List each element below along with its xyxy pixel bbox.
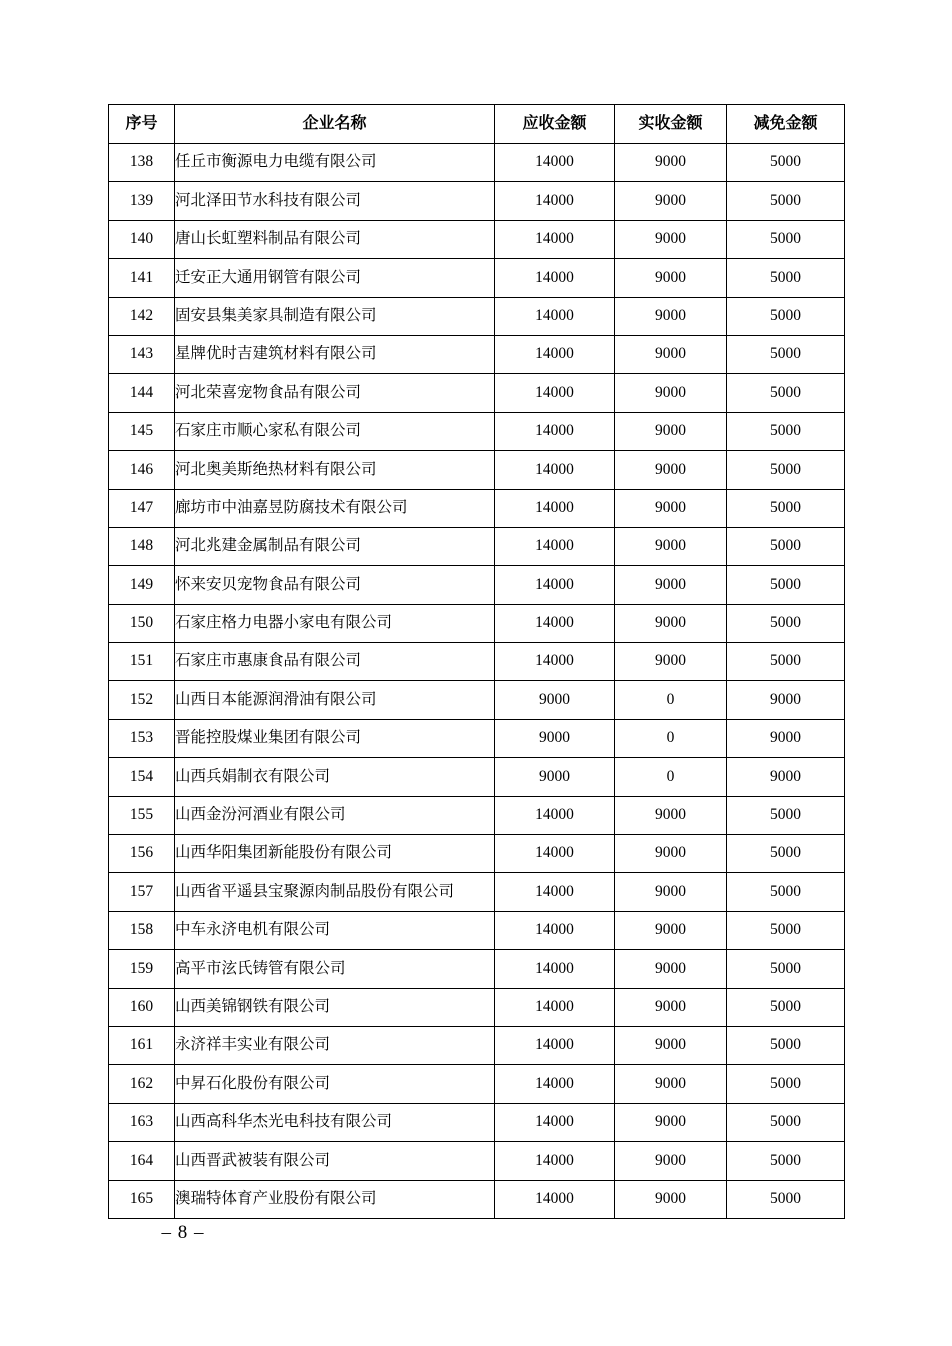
cell-reduction-amount: 5000 — [727, 988, 845, 1026]
cell-enterprise-name: 山西金汾河酒业有限公司 — [175, 796, 495, 834]
cell-receivable-amount: 14000 — [495, 643, 615, 681]
table-row — [109, 489, 845, 527]
cell-reduction-amount: 5000 — [727, 1065, 845, 1103]
cell-receivable-amount: 14000 — [495, 335, 615, 373]
cell-received-amount: 9000 — [615, 1142, 727, 1180]
cell-reduction-amount: 5000 — [727, 796, 845, 834]
cell-receivable-amount: 14000 — [495, 182, 615, 220]
cell-reduction-amount: 5000 — [727, 1142, 845, 1180]
cell-sequence: 157 — [109, 873, 175, 911]
cell-reduction-amount: 5000 — [727, 950, 845, 988]
cell-sequence: 155 — [109, 796, 175, 834]
cell-enterprise-name: 山西兵娟制衣有限公司 — [175, 758, 495, 796]
cell-reduction-amount: 5000 — [727, 1026, 845, 1064]
cell-received-amount: 9000 — [615, 412, 727, 450]
cell-received-amount: 9000 — [615, 796, 727, 834]
cell-enterprise-name: 石家庄市惠康食品有限公司 — [175, 643, 495, 681]
page-number: – 8 – — [161, 1222, 205, 1243]
column-header-receivable-amount: 应收金额 — [495, 105, 615, 144]
cell-reduction-amount: 5000 — [727, 527, 845, 565]
table-row — [109, 911, 845, 949]
cell-enterprise-name: 山西日本能源润滑油有限公司 — [175, 681, 495, 719]
cell-reduction-amount: 5000 — [727, 220, 845, 258]
cell-enterprise-name: 迁安正大通用钢管有限公司 — [175, 259, 495, 297]
table-header-row — [109, 105, 845, 144]
cell-sequence: 149 — [109, 566, 175, 604]
cell-received-amount: 0 — [615, 681, 727, 719]
table-row — [109, 988, 845, 1026]
cell-reduction-amount: 5000 — [727, 182, 845, 220]
cell-received-amount: 9000 — [615, 489, 727, 527]
cell-received-amount: 9000 — [615, 911, 727, 949]
table-row — [109, 758, 845, 796]
cell-received-amount: 0 — [615, 758, 727, 796]
cell-sequence: 152 — [109, 681, 175, 719]
cell-reduction-amount: 5000 — [727, 835, 845, 873]
cell-enterprise-name: 河北奥美斯绝热材料有限公司 — [175, 451, 495, 489]
cell-enterprise-name: 固安县集美家具制造有限公司 — [175, 297, 495, 335]
table-row — [109, 873, 845, 911]
cell-reduction-amount: 5000 — [727, 259, 845, 297]
cell-receivable-amount: 14000 — [495, 1142, 615, 1180]
cell-receivable-amount: 14000 — [495, 604, 615, 642]
cell-received-amount: 9000 — [615, 835, 727, 873]
cell-receivable-amount: 9000 — [495, 758, 615, 796]
cell-enterprise-name: 河北泽田节水科技有限公司 — [175, 182, 495, 220]
cell-receivable-amount: 14000 — [495, 566, 615, 604]
cell-receivable-amount: 14000 — [495, 873, 615, 911]
cell-enterprise-name: 高平市泫氏铸管有限公司 — [175, 950, 495, 988]
cell-received-amount: 9000 — [615, 259, 727, 297]
cell-received-amount: 9000 — [615, 873, 727, 911]
cell-reduction-amount: 5000 — [727, 412, 845, 450]
cell-receivable-amount: 14000 — [495, 1065, 615, 1103]
cell-sequence: 144 — [109, 374, 175, 412]
cell-sequence: 160 — [109, 988, 175, 1026]
table-row — [109, 719, 845, 757]
cell-receivable-amount: 14000 — [495, 1180, 615, 1218]
table-row — [109, 566, 845, 604]
cell-enterprise-name: 山西高科华杰光电科技有限公司 — [175, 1103, 495, 1141]
cell-sequence: 147 — [109, 489, 175, 527]
cell-received-amount: 9000 — [615, 604, 727, 642]
cell-sequence: 162 — [109, 1065, 175, 1103]
cell-received-amount: 9000 — [615, 144, 727, 182]
cell-sequence: 163 — [109, 1103, 175, 1141]
cell-reduction-amount: 5000 — [727, 374, 845, 412]
cell-reduction-amount: 5000 — [727, 1103, 845, 1141]
table-row — [109, 1065, 845, 1103]
cell-received-amount: 9000 — [615, 1026, 727, 1064]
cell-sequence: 142 — [109, 297, 175, 335]
cell-reduction-amount: 9000 — [727, 758, 845, 796]
cell-receivable-amount: 14000 — [495, 988, 615, 1026]
cell-sequence: 148 — [109, 527, 175, 565]
cell-received-amount: 9000 — [615, 988, 727, 1026]
cell-received-amount: 9000 — [615, 374, 727, 412]
cell-sequence: 151 — [109, 643, 175, 681]
column-header-reduction-amount: 减免金额 — [727, 105, 845, 144]
table-row — [109, 1026, 845, 1064]
cell-sequence: 159 — [109, 950, 175, 988]
cell-received-amount: 0 — [615, 719, 727, 757]
cell-receivable-amount: 14000 — [495, 796, 615, 834]
cell-sequence: 156 — [109, 835, 175, 873]
table-row — [109, 297, 845, 335]
cell-receivable-amount: 14000 — [495, 374, 615, 412]
page-footer — [0, 1222, 952, 1244]
column-header-enterprise-name: 企业名称 — [175, 105, 495, 144]
cell-received-amount: 9000 — [615, 1065, 727, 1103]
column-header-sequence: 序号 — [109, 105, 175, 144]
cell-enterprise-name: 山西晋武被装有限公司 — [175, 1142, 495, 1180]
cell-reduction-amount: 5000 — [727, 643, 845, 681]
cell-reduction-amount: 5000 — [727, 566, 845, 604]
table-row — [109, 796, 845, 834]
cell-reduction-amount: 5000 — [727, 335, 845, 373]
table-row — [109, 643, 845, 681]
cell-receivable-amount: 14000 — [495, 451, 615, 489]
cell-received-amount: 9000 — [615, 527, 727, 565]
cell-enterprise-name: 廊坊市中油嘉昱防腐技术有限公司 — [175, 489, 495, 527]
cell-receivable-amount: 14000 — [495, 489, 615, 527]
cell-receivable-amount: 14000 — [495, 835, 615, 873]
cell-reduction-amount: 5000 — [727, 451, 845, 489]
cell-receivable-amount: 14000 — [495, 1103, 615, 1141]
cell-receivable-amount: 9000 — [495, 719, 615, 757]
cell-reduction-amount: 5000 — [727, 873, 845, 911]
table-header — [109, 105, 845, 144]
cell-reduction-amount: 5000 — [727, 144, 845, 182]
cell-received-amount: 9000 — [615, 643, 727, 681]
cell-receivable-amount: 14000 — [495, 144, 615, 182]
table-row — [109, 1180, 845, 1218]
column-header-received-amount: 实收金额 — [615, 105, 727, 144]
cell-enterprise-name: 山西省平遥县宝聚源肉制品股份有限公司 — [175, 873, 495, 911]
table-row — [109, 259, 845, 297]
cell-reduction-amount: 5000 — [727, 1180, 845, 1218]
cell-received-amount: 9000 — [615, 1103, 727, 1141]
cell-enterprise-name: 中昇石化股份有限公司 — [175, 1065, 495, 1103]
cell-receivable-amount: 14000 — [495, 297, 615, 335]
cell-receivable-amount: 14000 — [495, 1026, 615, 1064]
cell-sequence: 140 — [109, 220, 175, 258]
cell-enterprise-name: 星牌优时吉建筑材料有限公司 — [175, 335, 495, 373]
cell-reduction-amount: 9000 — [727, 719, 845, 757]
cell-enterprise-name: 怀来安贝宠物食品有限公司 — [175, 566, 495, 604]
cell-receivable-amount: 14000 — [495, 412, 615, 450]
cell-sequence: 145 — [109, 412, 175, 450]
table-row — [109, 835, 845, 873]
enterprise-fee-table-container — [108, 104, 844, 1219]
cell-enterprise-name: 澳瑞特体育产业股份有限公司 — [175, 1180, 495, 1218]
cell-enterprise-name: 石家庄格力电器小家电有限公司 — [175, 604, 495, 642]
cell-enterprise-name: 山西华阳集团新能股份有限公司 — [175, 835, 495, 873]
table-row — [109, 374, 845, 412]
table-row — [109, 220, 845, 258]
cell-sequence: 146 — [109, 451, 175, 489]
cell-receivable-amount: 14000 — [495, 950, 615, 988]
cell-enterprise-name: 河北荣喜宠物食品有限公司 — [175, 374, 495, 412]
cell-receivable-amount: 14000 — [495, 911, 615, 949]
cell-sequence: 139 — [109, 182, 175, 220]
table-row — [109, 950, 845, 988]
cell-sequence: 138 — [109, 144, 175, 182]
cell-receivable-amount: 14000 — [495, 220, 615, 258]
table-row — [109, 412, 845, 450]
enterprise-fee-table — [108, 104, 845, 1219]
table-body — [109, 144, 845, 1219]
cell-receivable-amount: 9000 — [495, 681, 615, 719]
cell-received-amount: 9000 — [615, 566, 727, 604]
cell-received-amount: 9000 — [615, 335, 727, 373]
cell-received-amount: 9000 — [615, 220, 727, 258]
cell-reduction-amount: 9000 — [727, 681, 845, 719]
table-row — [109, 335, 845, 373]
cell-sequence: 141 — [109, 259, 175, 297]
cell-received-amount: 9000 — [615, 950, 727, 988]
cell-received-amount: 9000 — [615, 451, 727, 489]
cell-enterprise-name: 永济祥丰实业有限公司 — [175, 1026, 495, 1064]
cell-reduction-amount: 5000 — [727, 911, 845, 949]
table-row — [109, 604, 845, 642]
cell-sequence: 154 — [109, 758, 175, 796]
cell-receivable-amount: 14000 — [495, 527, 615, 565]
table-row — [109, 527, 845, 565]
cell-sequence: 165 — [109, 1180, 175, 1218]
cell-enterprise-name: 中车永济电机有限公司 — [175, 911, 495, 949]
cell-received-amount: 9000 — [615, 1180, 727, 1218]
table-row — [109, 681, 845, 719]
cell-enterprise-name: 晋能控股煤业集团有限公司 — [175, 719, 495, 757]
cell-reduction-amount: 5000 — [727, 489, 845, 527]
table-row — [109, 182, 845, 220]
cell-enterprise-name: 石家庄市顺心家私有限公司 — [175, 412, 495, 450]
cell-enterprise-name: 河北兆建金属制品有限公司 — [175, 527, 495, 565]
cell-sequence: 150 — [109, 604, 175, 642]
cell-sequence: 143 — [109, 335, 175, 373]
cell-sequence: 158 — [109, 911, 175, 949]
table-row — [109, 1103, 845, 1141]
table-row — [109, 451, 845, 489]
cell-enterprise-name: 山西美锦钢铁有限公司 — [175, 988, 495, 1026]
cell-reduction-amount: 5000 — [727, 604, 845, 642]
table-row — [109, 144, 845, 182]
cell-sequence: 153 — [109, 719, 175, 757]
table-row — [109, 1142, 845, 1180]
cell-reduction-amount: 5000 — [727, 297, 845, 335]
cell-enterprise-name: 唐山长虹塑料制品有限公司 — [175, 220, 495, 258]
cell-received-amount: 9000 — [615, 182, 727, 220]
cell-receivable-amount: 14000 — [495, 259, 615, 297]
cell-received-amount: 9000 — [615, 297, 727, 335]
cell-enterprise-name: 任丘市衡源电力电缆有限公司 — [175, 144, 495, 182]
cell-sequence: 161 — [109, 1026, 175, 1064]
cell-sequence: 164 — [109, 1142, 175, 1180]
